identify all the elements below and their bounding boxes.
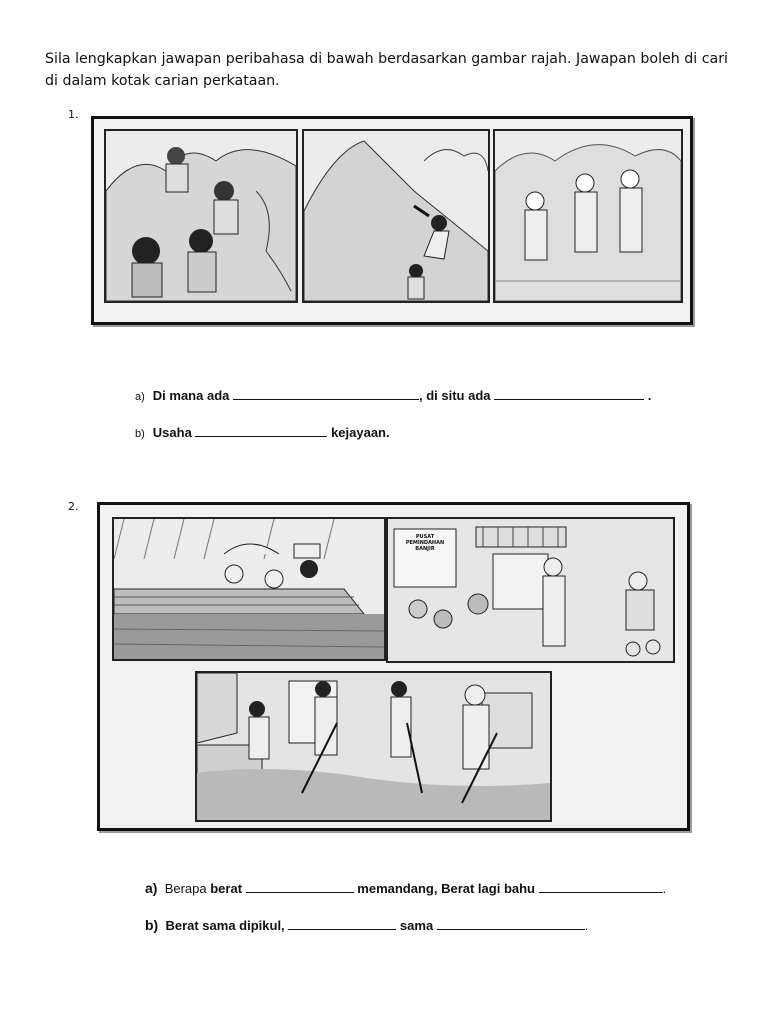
question-2b-letter: b): [145, 917, 159, 933]
evacuation-sign: PUSAT PEMINDAHAN BANJIR: [405, 534, 445, 552]
question-1a-text-middle: , di situ ada: [419, 388, 491, 403]
question-2a-letter: a): [145, 880, 158, 896]
answer-blank-2b-1[interactable]: [288, 916, 396, 930]
question-1a-letter: a): [135, 391, 145, 403]
answer-blank-2a-1[interactable]: [246, 879, 354, 893]
question-1a-end: .: [647, 388, 652, 403]
question-2a-word1: Berapa: [164, 881, 207, 896]
answer-blank-1b[interactable]: [195, 423, 327, 437]
question-2a-word3: memandang: [357, 881, 434, 896]
question-2-image: [97, 502, 690, 831]
summit-scene-icon: [493, 129, 683, 303]
question-1-image: [91, 116, 693, 325]
question-1a: [135, 386, 651, 403]
answer-blank-1a-2[interactable]: [494, 386, 644, 400]
question-1b-text-end: kejayaan.: [331, 425, 390, 440]
question-1b-letter: b): [135, 428, 145, 440]
question-1-number: 1.: [68, 108, 79, 121]
question-2b-text-start: Berat sama dipikul,: [165, 918, 285, 933]
question-1a-text-start: Di mana ada: [152, 388, 230, 403]
question-2a-word4: , Berat lagi bahu: [433, 881, 535, 896]
question-2b-text-middle: sama: [399, 918, 434, 933]
question-2a-word2: berat: [210, 881, 243, 896]
evacuation-center-scene-icon: [386, 517, 675, 663]
question-2b: [145, 916, 588, 933]
cleanup-scene-icon: [195, 671, 552, 822]
flood-roof-scene-icon: [112, 517, 386, 661]
question-2a-end: .: [662, 881, 667, 896]
hikers-scene-icon: [104, 129, 298, 303]
answer-blank-2b-2[interactable]: [437, 916, 585, 930]
question-1b-text-start: Usaha: [152, 425, 192, 440]
question-2-number: 2.: [68, 500, 79, 513]
climber-scene-icon: [302, 129, 490, 303]
question-1b: [135, 423, 390, 440]
question-2a: [145, 879, 666, 896]
question-2b-end: .: [584, 918, 589, 933]
answer-blank-1a-1[interactable]: [233, 386, 419, 400]
instructions: Sila lengkapkan jawapan peribahasa di bawah berdasarkan gambar rajah. Jawapan boleh di cari di dalam kotak carian perkataan.: [45, 51, 728, 89]
answer-blank-2a-2[interactable]: [539, 879, 663, 893]
